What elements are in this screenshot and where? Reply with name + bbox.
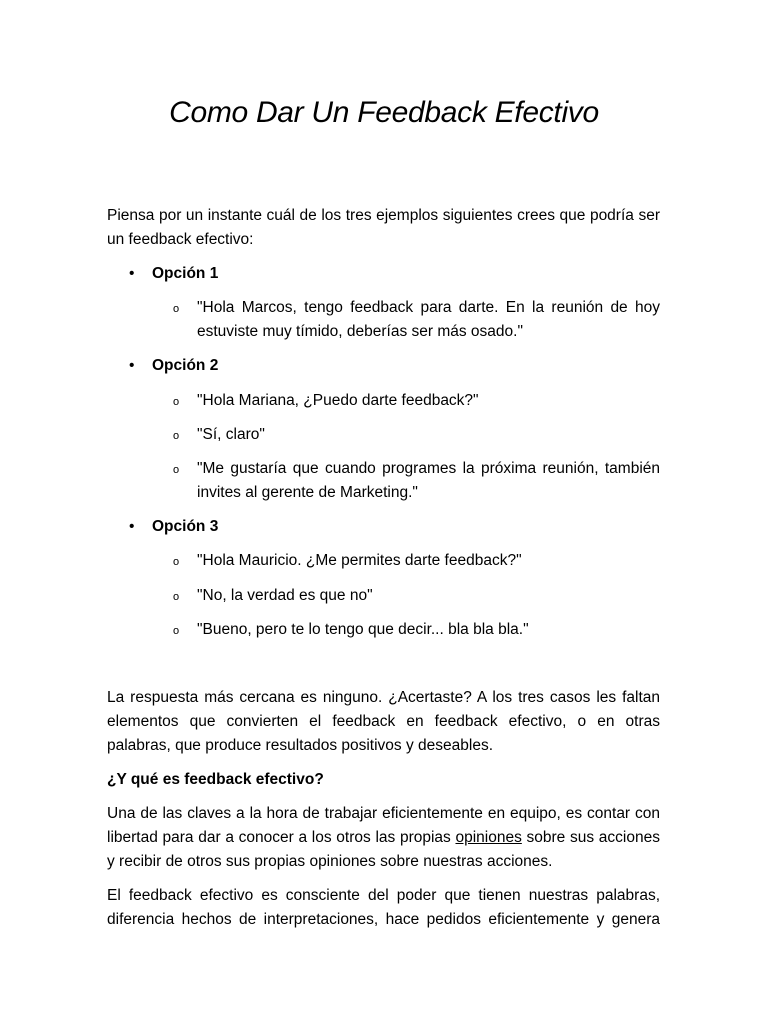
bullet-icon: • [129, 265, 135, 282]
option-item-text: "Bueno, pero te lo tengo que decir... bla bla bla." [197, 621, 529, 638]
option-label: Opción 3 [152, 518, 219, 535]
circle-bullet-icon: o [173, 464, 180, 476]
option-3-bullet [107, 515, 660, 539]
option-item-text: "Me gustaría que cuando programes la próxima reunión, también invites al gerente de Marketing." [197, 460, 660, 501]
option-3-item-2 [173, 584, 660, 608]
bullet-icon: • [129, 518, 135, 535]
option-3-item-1 [173, 549, 660, 573]
option-item-text: "No, la verdad es que no" [197, 587, 373, 604]
circle-bullet-icon: o [173, 625, 180, 637]
circle-bullet-icon: o [173, 556, 180, 568]
option-item-text: "Hola Mariana, ¿Puedo darte feedback?" [197, 392, 479, 409]
option-1-bullet [107, 262, 660, 286]
paragraph-teamwork [107, 802, 660, 874]
option-2-bullet [107, 354, 660, 378]
option-label: Opción 2 [152, 357, 219, 374]
paragraph-effective-feedback: El feedback efectivo es consciente del poder que tienen nuestras palabras, diferencia hechos de interpretaciones, hace pedidos eficientemente y genera [107, 887, 660, 928]
section-subheading: ¿Y qué es feedback efectivo? [107, 771, 324, 788]
option-2-item-3 [173, 457, 660, 505]
option-item-text: "Sí, claro" [197, 426, 265, 443]
circle-bullet-icon: o [173, 430, 180, 442]
document-title: Como Dar Un Feedback Efectivo [169, 96, 599, 129]
bullet-icon: • [129, 357, 135, 374]
intro-paragraph: Piensa por un instante cuál de los tres ejemplos siguientes crees que podría ser un feedback efectivo: [107, 207, 660, 248]
option-2-item-2 [173, 423, 660, 447]
circle-bullet-icon: o [173, 303, 180, 315]
option-2-item-1 [173, 389, 660, 413]
circle-bullet-icon: o [173, 396, 180, 408]
option-item-text: "Hola Mauricio. ¿Me permites darte feedback?" [197, 552, 522, 569]
option-3-item-3 [173, 618, 660, 642]
paragraph-text: sobre sus acciones y recibir de otros sus propias opiniones sobre nuestras acciones. [107, 829, 660, 870]
option-label: Opción 1 [152, 265, 219, 282]
option-item-text: "Hola Marcos, tengo feedback para darte. En la reunión de hoy estuviste muy tímido, deberías ser más osado." [197, 299, 660, 340]
circle-bullet-icon: o [173, 591, 180, 603]
option-1-item-1 [173, 296, 660, 344]
opiniones-link[interactable]: opiniones [455, 829, 522, 846]
answer-paragraph: La respuesta más cercana es ninguno. ¿Acertaste? A los tres casos les faltan elementos que convierten el feedback en feedback efectivo, o en otras palabras, que produce resultados positivos y deseables. [107, 689, 660, 754]
paragraph-text: Una de las claves a la hora de trabajar eficientemente en equipo, es contar con libertad para dar a conocer a los otros las propias [107, 805, 660, 846]
